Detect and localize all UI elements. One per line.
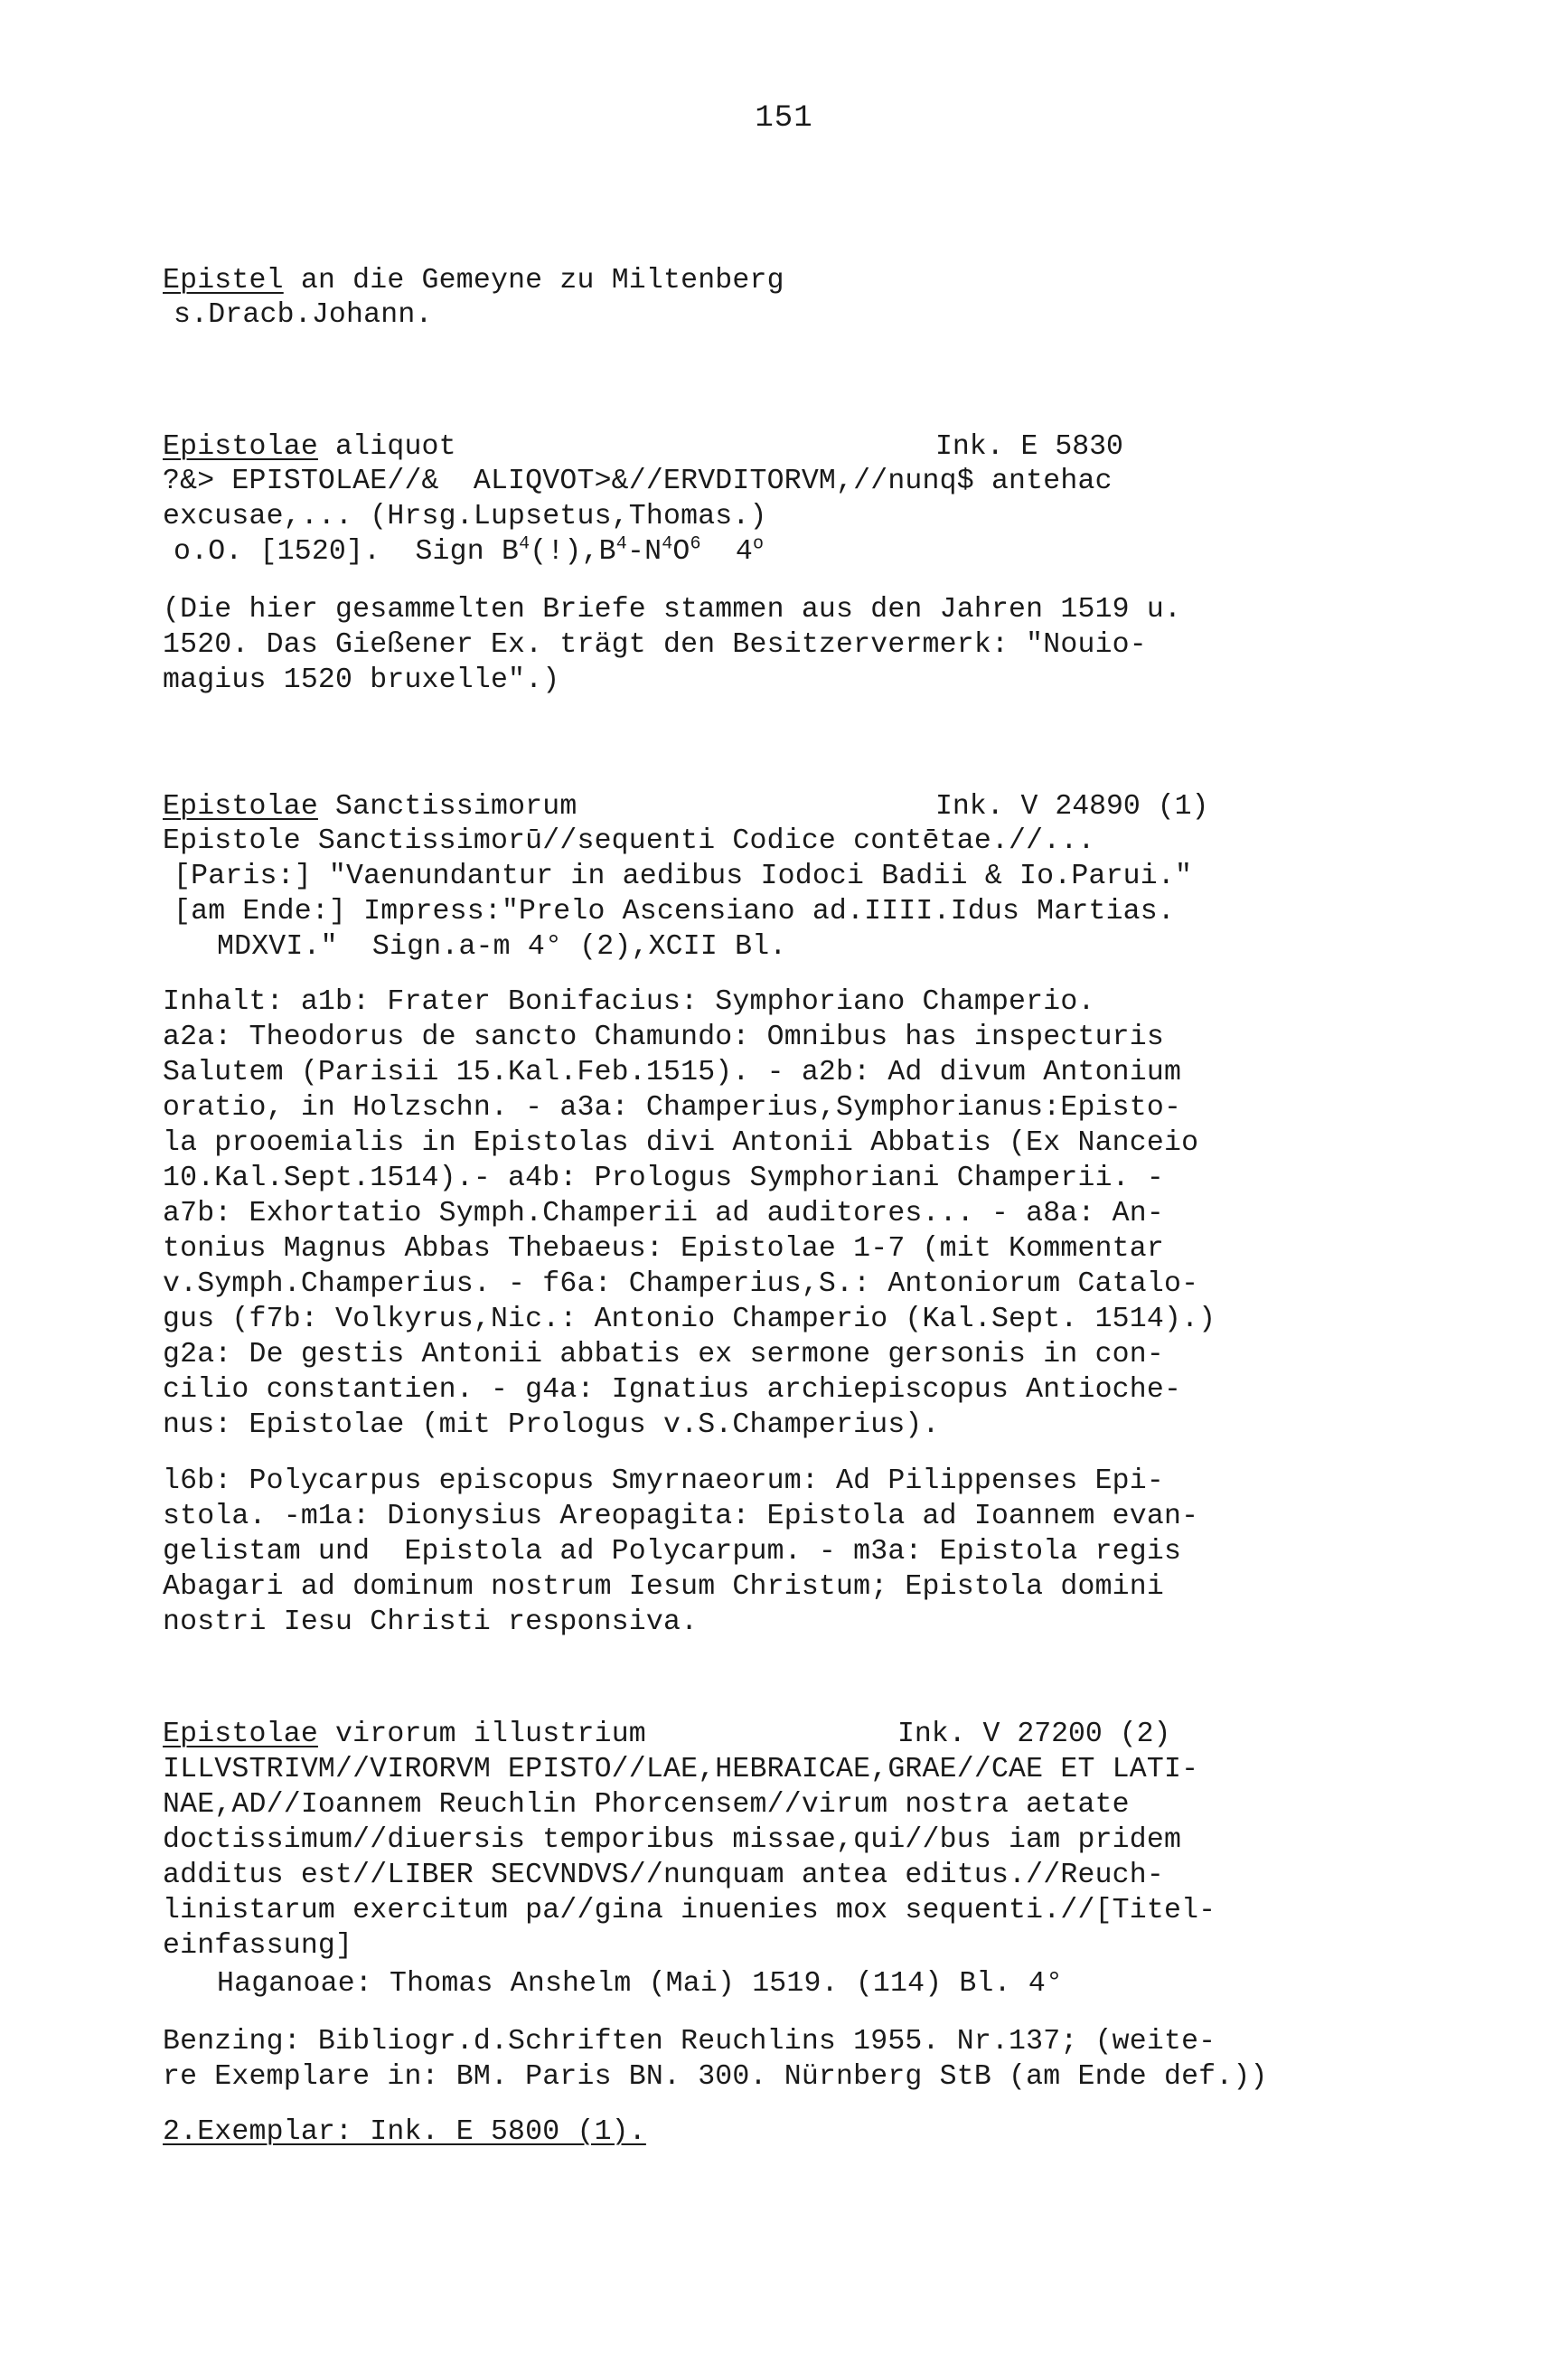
content-line: nus: Epistolae (mit Prologus v.S.Champerius). bbox=[163, 1409, 940, 1441]
content-line: l6b: Polycarpus episcopus Smyrnaeorum: Ad Pilippenses Epi- bbox=[163, 1465, 1164, 1497]
content-line: a2a: Theodorus de sancto Chamundo: Omnibus has inspecturis bbox=[163, 1022, 1164, 1053]
content-line: Abagari ad dominum nostrum Iesum Christum; Epistola domini bbox=[163, 1571, 1164, 1603]
imprint-line: o.O. [1520]. Sign $B^4(!),B^4-N^4O^6$ 4$^o$ bbox=[174, 533, 765, 568]
content-line: tonius Magnus Abbas Thebaeus: Epistolae 1-7 (mit Kommentar bbox=[163, 1233, 1164, 1265]
second-copy-line: 2.Exemplar: Ink. E 5800 (1). bbox=[163, 2116, 646, 2148]
entry-heading-line bbox=[163, 1718, 646, 1752]
title-line: additus est//LIBER SECVNDVS//nunquam antea editus.//Reuch- bbox=[163, 1860, 1164, 1891]
entry-heading-rest: an die Gemeyne zu Miltenberg bbox=[283, 265, 784, 297]
note-line: 1520. Das Gießener Ex. trägt den Besitzervermerk: "Nouio- bbox=[163, 629, 1147, 661]
entry-heading-rest: Sanctissimorum bbox=[317, 791, 577, 823]
shelfmark: Ink. E 5830 bbox=[935, 431, 1123, 463]
reference-line: Benzing: Bibliogr.d.Schriften Reuchlins 1955. Nr.137; (weite- bbox=[163, 2026, 1216, 2058]
shelfmark: Ink. V 27200 (2) bbox=[897, 1719, 1171, 1750]
entry-heading: Epistolae bbox=[163, 431, 318, 463]
title-line: Epistole Sanctissimorū//sequenti Codice contētae.//... bbox=[163, 825, 1095, 857]
entry-heading-line bbox=[163, 264, 784, 298]
page-number: 151 bbox=[755, 101, 813, 136]
note-line: magius 1520 bruxelle".) bbox=[163, 664, 560, 696]
entry-heading-line bbox=[163, 790, 577, 824]
entry-heading-rest: virorum illustrium bbox=[317, 1719, 646, 1750]
note-line: (Die hier gesammelten Briefe stammen aus den Jahren 1519 u. bbox=[163, 594, 1182, 626]
content-line: gus (f7b: Volkyrus,Nic.: Antonio Champerio (Kal.Sept. 1514).) bbox=[163, 1304, 1216, 1335]
content-line: cilio constantien. - g4a: Ignatius archiepiscopus Antioche- bbox=[163, 1374, 1182, 1406]
title-line: NAE,AD//Ioannem Reuchlin Phorcensem//virum nostra aetate bbox=[163, 1789, 1130, 1821]
content-line: stola. -m1a: Dionysius Areopagita: Epistola ad Ioannem evan- bbox=[163, 1501, 1199, 1532]
content-line: Salutem (Parisii 15.Kal.Feb.1515). - a2b: Ad divum Antonium bbox=[163, 1057, 1182, 1088]
entry-heading: Epistel bbox=[163, 265, 284, 297]
title-line: [am Ende:] Impress:"Prelo Ascensiano ad.IIII.Idus Martias. bbox=[174, 896, 1175, 928]
title-line: excusae,... (Hrsg.Lupsetus,Thomas.) bbox=[163, 501, 767, 532]
content-line: v.Symph.Champerius. - f6a: Champerius,S.: Antoniorum Catalo- bbox=[163, 1268, 1199, 1300]
title-line: linistarum exercitum pa//gina inuenies mox sequenti.//[Titel- bbox=[163, 1895, 1216, 1926]
title-line: doctissimum//diuersis temporibus missae,qui//bus iam pridem bbox=[163, 1824, 1182, 1856]
entry-heading-line bbox=[163, 430, 456, 465]
title-line: ?&> EPISTOLAE//& ALIQVOT>&//ERVDITORVM,//nunq$ antehac bbox=[163, 466, 1113, 497]
shelfmark: Ink. V 24890 (1) bbox=[935, 791, 1209, 823]
entry-heading: Epistolae bbox=[163, 791, 318, 823]
title-line: einfassung] bbox=[163, 1930, 353, 1962]
title-line: MDXVI." Sign.a-m 4° (2),XCII Bl. bbox=[217, 931, 787, 963]
content-line: g2a: De gestis Antonii abbatis ex sermone gersonis in con- bbox=[163, 1339, 1164, 1370]
content-line: nostri Iesu Christi responsiva. bbox=[163, 1606, 699, 1638]
entry-line: s.Dracb.Johann. bbox=[174, 299, 433, 331]
entry-heading-rest: aliquot bbox=[317, 431, 456, 463]
content-line: Inhalt: a1b: Frater Bonifacius: Symphoriano Champerio. bbox=[163, 986, 1095, 1018]
reference-line: re Exemplare in: BM. Paris BN. 300. Nürnberg StB (am Ende def.)) bbox=[163, 2061, 1268, 2093]
title-line: [Paris:] "Vaenundantur in aedibus Iodoci Badii & Io.Parui." bbox=[174, 861, 1193, 892]
content-line: la prooemialis in Epistolas divi Antonii Abbatis (Ex Nanceio bbox=[163, 1127, 1199, 1159]
content-line: gelistam und Epistola ad Polycarpum. - m3a: Epistola regis bbox=[163, 1536, 1182, 1568]
content-line: 10.Kal.Sept.1514).- a4b: Prologus Symphoriani Champerii. - bbox=[163, 1163, 1164, 1194]
imprint-line: Haganoae: Thomas Anshelm (Mai) 1519. (114) Bl. 4° bbox=[217, 1968, 1064, 2000]
content-line: oratio, in Holzschn. - a3a: Champerius,Symphorianus:Episto- bbox=[163, 1092, 1182, 1124]
content-line: a7b: Exhortatio Symph.Champerii ad auditores... - a8a: An- bbox=[163, 1198, 1164, 1229]
title-line: ILLVSTRIVM//VIRORVM EPISTO//LAE,HEBRAICAE,GRAE//CAE ET LATI- bbox=[163, 1754, 1199, 1785]
entry-heading: Epistolae bbox=[163, 1719, 318, 1750]
